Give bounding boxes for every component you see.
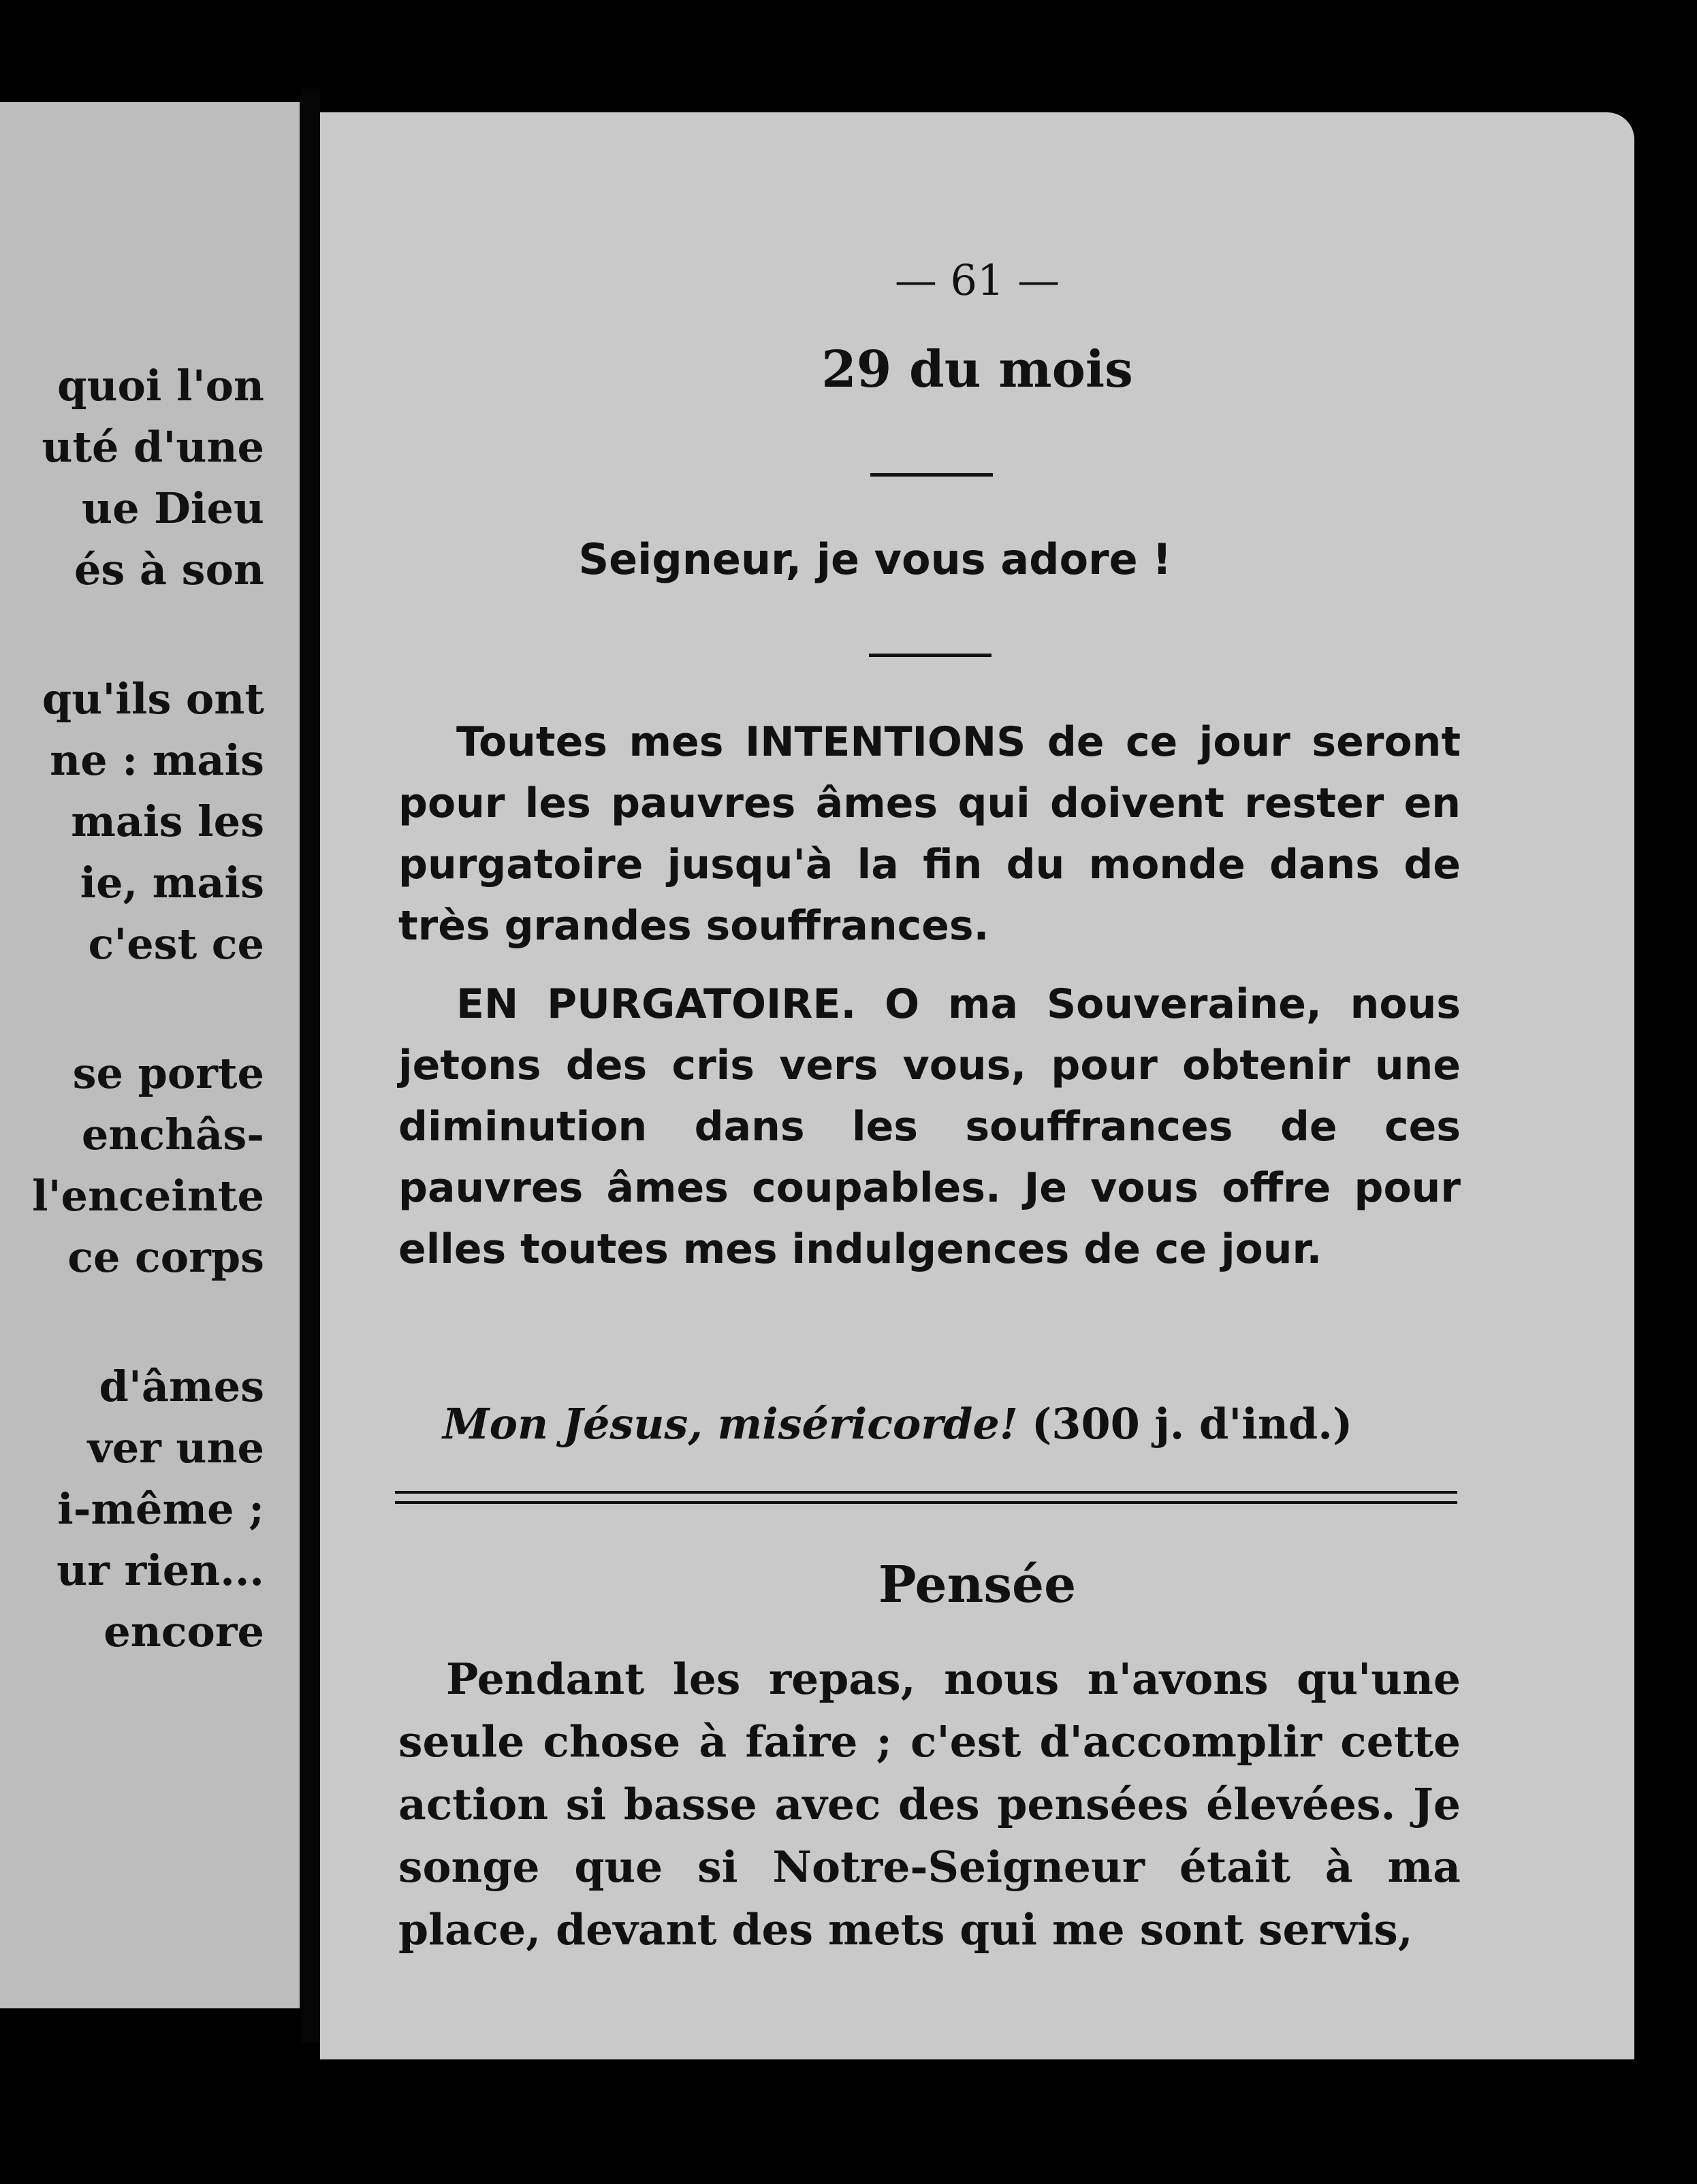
short-rule [870, 473, 993, 477]
left-page-line: quoi l'on [57, 361, 264, 411]
intentions-paragraph: Toutes mes INTENTIONS de ce jour seront pour les pauvres âmes qui doivent rester en purgatoire jusqu'à la fin du monde dans de très grandes souffrances. [398, 718, 1461, 950]
short-rule [869, 654, 992, 657]
left-page-line: l'enceinte [32, 1171, 264, 1221]
book-spine [301, 89, 320, 2042]
left-page-line: enchâs- [81, 1110, 264, 1159]
left-page-line: d'âmes [99, 1362, 264, 1411]
left-page-line: qu'ils ont [42, 674, 264, 724]
left-page-line: encore [104, 1607, 264, 1656]
page-number: — 61 — [894, 255, 1060, 305]
left-page-line: ne : mais [50, 735, 264, 785]
pensee-text-block [398, 1648, 1461, 1961]
left-page-line: ur rien... [57, 1545, 264, 1595]
left-page-line: uté d'une [42, 422, 264, 472]
left-page-line: se porte [72, 1048, 264, 1098]
invocation-line [443, 1399, 1352, 1449]
day-title: 29 du mois [821, 340, 1133, 399]
double-rule-top [395, 1491, 1457, 1494]
left-page-line: i-même ; [57, 1484, 264, 1534]
indulgence-note: (300 j. d'ind.) [1032, 1399, 1353, 1449]
left-page-line: ce corps [67, 1232, 264, 1282]
left-page-line: mais les [71, 797, 264, 846]
pensee-text: Pendant les repas, nous n'avons qu'une seule chose à faire ; c'est d'accomplir cette action si basse avec des pensées élevées. Je songe que si Notre-Seigneur était à ma place, devant des mets qui me sont servis, [398, 1654, 1461, 1955]
left-page-line: ue Dieu [82, 483, 264, 533]
purgatoire-paragraph: EN PURGATOIRE. O ma Souveraine, nous jetons des cris vers vous, pour obtenir une diminution dans les souffrances de ces pauvres âmes coupables. Je vous offre pour elles toutes mes indulgences de ce jour. [398, 980, 1461, 1273]
left-page-line: ver une [87, 1423, 264, 1473]
left-page-line: c'est ce [88, 919, 264, 969]
invocation: Mon Jésus, miséricorde! [443, 1399, 1018, 1449]
left-page-line: és à son [74, 545, 264, 594]
left-page-line: ie, mais [80, 858, 264, 908]
prayer-section [398, 711, 1461, 1297]
salutation: Seigneur, je vous adore ! [578, 534, 1172, 584]
left-facing-page [0, 102, 300, 2008]
right-page [320, 112, 1634, 2059]
double-rule-bottom [395, 1501, 1457, 1504]
pensee-title: Pensée [878, 1556, 1077, 1614]
